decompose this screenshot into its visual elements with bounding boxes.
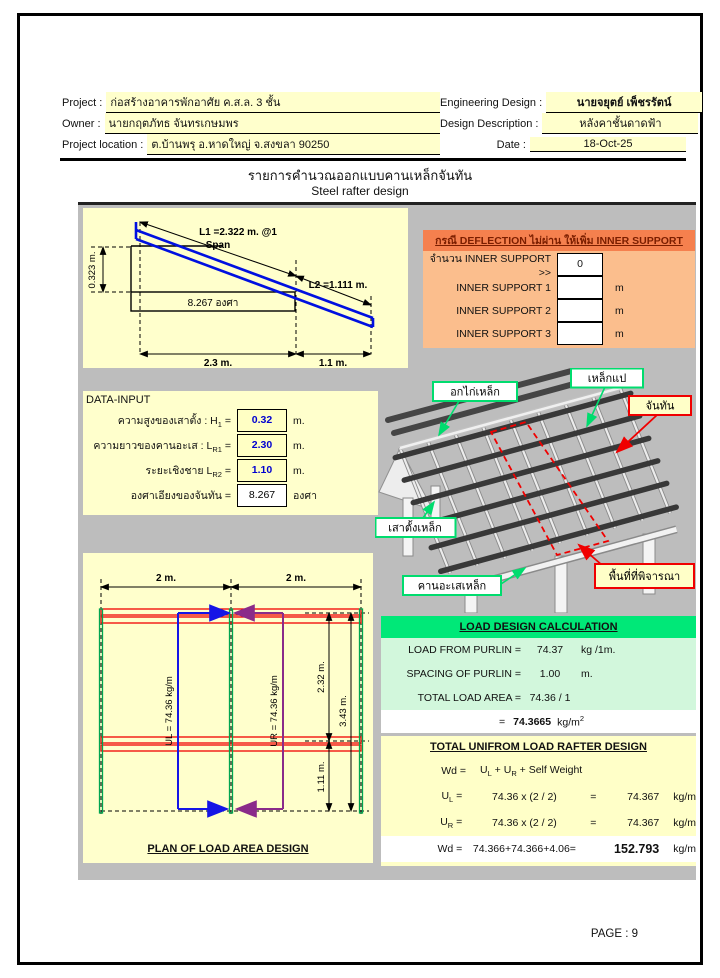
inner-support-1-row <box>423 276 695 299</box>
sheet-title-english: Steel rafter design <box>311 184 409 198</box>
date-value-cell[interactable]: 18-Oct-25 <box>530 137 686 152</box>
ur-calc-row: $U_R$ = 74.36 x (2 / 2) = 74.367 kg/m <box>440 815 696 831</box>
l2-dimension: L2 =1.111 m. <box>308 280 368 291</box>
spacing-of-purlin-row: SPACING OF PURLIN = 1.00 m. <box>406 668 593 680</box>
inner-support-3-row <box>423 322 695 345</box>
inner-support-3-unit: m <box>615 327 624 340</box>
span-label: Span <box>205 240 231 251</box>
dim-2-32: 2.32 m. <box>316 661 327 693</box>
dim-1-11: 1.11 m. <box>316 761 327 793</box>
angle-label: 8.267 องศา <box>187 298 239 309</box>
inner-support-2-unit: m <box>615 304 624 317</box>
design-description-value-cell[interactable]: หลังคาชั้นดาดฟ้า <box>542 113 698 134</box>
plan-title: PLAN OF LOAD AREA DESIGN <box>147 843 309 855</box>
data-input-panel <box>83 391 378 515</box>
inner-support-count-input[interactable]: 0 <box>557 253 603 276</box>
spacing-of-purlin-value: 1.00 <box>539 668 561 680</box>
uniform-load-panel <box>381 736 696 866</box>
owner-value-cell[interactable]: นายกฤตภัทธ จันทรเกษมพร <box>105 113 440 134</box>
steel-post-label: เสาตั้งเหล็ก <box>388 522 442 535</box>
project-value-cell[interactable]: ก่อสร้างอาคารพักอาศัย ค.ส.ล. 3 ชั้น <box>106 92 440 113</box>
wd-formula-row: Wd = $U_L + U_R$ + Self Weight <box>441 763 583 779</box>
header-row-location <box>60 134 686 155</box>
project-header <box>60 92 686 155</box>
owner-label: Owner : <box>62 117 101 130</box>
angle-output: 8.267 <box>237 484 287 507</box>
plan-dim-left: 2 m. <box>155 573 177 584</box>
project-location-label: Project location : <box>62 138 144 151</box>
inner-support-2-label: INNER SUPPORT 2 <box>456 304 551 317</box>
rafter-diagram <box>83 208 408 368</box>
ul-value-label: UL = 74.36 kg/m <box>164 676 175 746</box>
inner-support-3-label: INNER SUPPORT 3 <box>456 327 551 340</box>
load-from-purlin-row: LOAD FROM PURLIN = 74.37 kg /1m. <box>408 644 616 656</box>
dim-1-1m: 1.1 m. <box>318 358 348 368</box>
inner-support-header: กรณี DEFLECTION ไม่ผ่าน ให้เพิ่ม INNER SUPPORT <box>423 230 695 251</box>
ul-load-line <box>178 613 229 809</box>
date-label: Date : <box>496 138 526 151</box>
load-result-row: = 74.3665 $kg/m^2$ <box>381 710 696 733</box>
lr1-input[interactable]: 2.30 <box>237 434 287 457</box>
project-label: Project : <box>62 96 103 109</box>
inner-support-3-input[interactable] <box>557 322 603 345</box>
load-calc-header: LOAD DESIGN CALCULATION <box>381 616 696 638</box>
inner-support-1-input[interactable] <box>557 276 603 299</box>
engineering-design-label: Engineering Design : <box>440 96 543 109</box>
input-row-h1: ความสูงของเสาตั้ง : $H_1$ = 0.32 m. <box>83 408 378 433</box>
page-number: PAGE : 9 <box>590 928 638 940</box>
ul-result: 74.367 <box>627 791 660 803</box>
ul-calc-row: $U_L$ = 74.36 x (2 / 2) = 74.367 kg/m <box>441 789 696 805</box>
design-description-label: Design Description : <box>440 117 539 130</box>
input-row-angle: องศาเอียงของจันทัน = 8.267 องศา <box>83 483 378 508</box>
project-location-value-cell[interactable]: ต.บ้านพรุ อ.หาดใหญ่ จ.สงขลา 90250 <box>147 134 440 155</box>
wd-result-row: Wd = 74.366+74.366+4.06= 152.793 kg/m <box>381 836 696 862</box>
load-calc-panel <box>381 616 696 733</box>
document-page <box>17 13 703 965</box>
h1-input[interactable]: 0.32 <box>237 409 287 432</box>
lr2-input[interactable]: 1.10 <box>237 459 287 482</box>
content-area <box>78 202 696 880</box>
l1-dimension: L1 =2.322 m. @1 <box>199 227 277 238</box>
rafter-label: จันทัน <box>645 400 675 413</box>
steel-purlin-label: เหล็กแป <box>587 373 627 385</box>
header-divider <box>60 158 686 161</box>
roof-3d-illustration <box>375 368 696 613</box>
roof-3d-svg <box>375 368 696 613</box>
plan-diagram <box>83 553 373 825</box>
inner-support-2-row <box>423 299 695 322</box>
ridge-steel-label: อกไก่เหล็ก <box>450 386 500 399</box>
input-row-lr1: ความยาวของคานอะเส : $L_{R1}$ = 2.30 m. <box>83 433 378 458</box>
ur-result: 74.367 <box>627 817 660 829</box>
inner-support-count-label: จำนวน INNER SUPPORT >> <box>429 253 551 279</box>
load-from-purlin-value: 74.37 <box>536 644 564 656</box>
wd-result-value: 152.793 <box>614 842 660 856</box>
inner-support-panel <box>423 230 695 348</box>
total-load-area-value: 74.36 / 1 <box>529 692 571 704</box>
plan-dim-right: 2 m. <box>285 573 307 584</box>
header-row-owner <box>60 113 686 134</box>
inner-support-1-label: INNER SUPPORT 1 <box>456 281 551 294</box>
data-input-title: DATA-INPUT <box>86 394 151 406</box>
considered-area-label: พื้นที่ที่พิจารณา <box>608 571 681 583</box>
uniform-load-header: TOTAL UNIFROM LOAD RAFTER DESIGN <box>430 741 647 753</box>
inner-support-count-row <box>423 253 695 279</box>
dim-3-43: 3.43 m. <box>338 695 349 727</box>
dim-2-3m: 2.3 m. <box>203 358 233 368</box>
engineering-design-value-cell[interactable]: นายจยุตย์ เพ็ชรรัตน์ <box>546 92 702 113</box>
total-load-area-row: TOTAL LOAD AREA = 74.36 / 1 <box>381 686 696 710</box>
inner-support-2-input[interactable] <box>557 299 603 322</box>
sheet-title-thai: รายการคำนวณออกแบบคานเหล็กจันทัน <box>247 168 473 183</box>
inner-support-1-unit: m <box>615 281 624 294</box>
input-row-lr2: ระยะเชิงชาย $L_{R2}$ = 1.10 m. <box>83 458 378 483</box>
header-row-project <box>60 92 686 113</box>
rafter-diagram-panel <box>83 208 408 368</box>
ur-value-label: UR = 74.36 kg/m <box>269 675 280 747</box>
tie-beam-label: คานอะเสเหล็ก <box>417 580 487 593</box>
plan-panel <box>83 553 373 863</box>
load-result-value: 74.3665 <box>513 715 552 728</box>
height-dimension: 0.323 m. <box>87 251 98 289</box>
